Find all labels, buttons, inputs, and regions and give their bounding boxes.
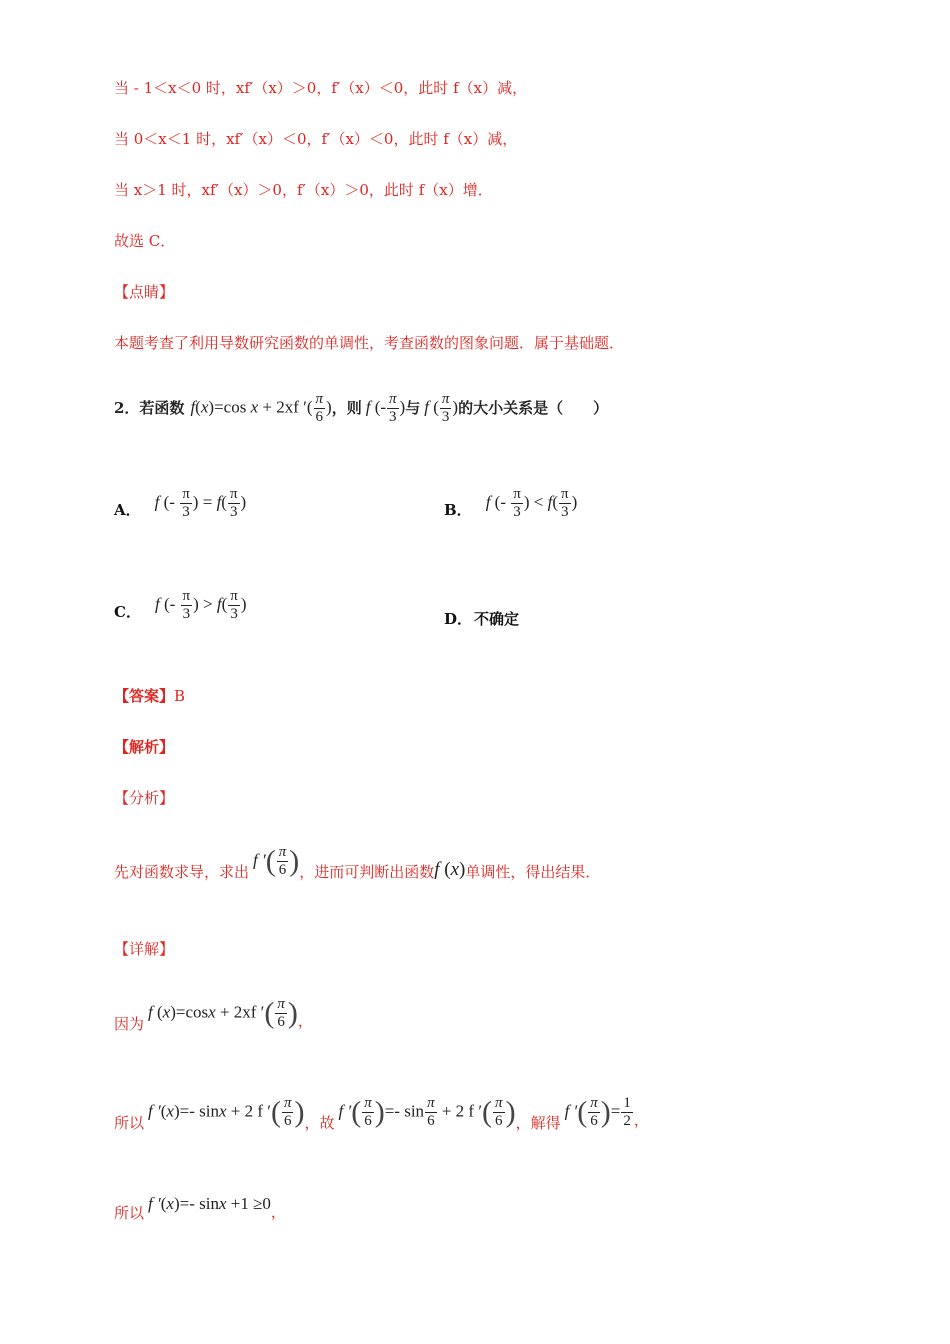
text-line-2: 当 0＜x＜1 时，xf′（x）＜0，f′（x）＜0，此时 f（x）减， — [114, 130, 518, 148]
answer-heading: 【答案】 — [114, 687, 175, 705]
option-c[interactable]: C． f (- $\frac{\pi}{3}$ ) > f( $\frac{\pi}{3}$ ) — [114, 588, 247, 622]
question-2 — [114, 388, 608, 428]
jiexi-heading: 【解析】 — [114, 738, 175, 756]
substitution-formula: f ′( $\frac{\pi}{6}$ )=- sin $\frac{\pi}{6}$ + 2 f ′( $\frac{\pi}{6}$ ) — [338, 1094, 516, 1129]
question-tail: 的大小关系是（ ） — [458, 399, 609, 417]
text-line-3: 当 x＞1 时，xf′（x）＞0，f′（x）＞0，此时 f（x）增． — [114, 181, 493, 199]
question-formula: f(x)=cos x + 2xf ′( $\frac{\pi}{6}$ ) — [190, 390, 332, 425]
xiangjie-line-3: 所以 f ′(x)=- sinx +1 ≥0 ， — [114, 1194, 286, 1222]
option-b[interactable]: B． f (- $\frac{\pi}{3}$ ) < f( $\frac{\pi}{3}$ ) — [444, 486, 578, 520]
option-d[interactable]: D． 不确定 — [444, 610, 520, 628]
final-formula: f ′(x)=- sinx +1 ≥0 — [148, 1194, 271, 1213]
answer-value: B — [174, 687, 186, 705]
question-and: 与 — [405, 399, 421, 417]
xiangjie-heading: 【详解】 — [114, 940, 175, 958]
option-a[interactable]: A． f (- $\frac{\pi}{3}$ ) = f( $\frac{\pi}{3}$ ) — [114, 486, 247, 520]
derivative-formula: f ′(x)=- sinx + 2 f ′( $\frac{\pi}{6}$ ) — [148, 1094, 305, 1129]
xiangjie-line-1: 因为 f (x)=cosx + 2xf ′( $\frac{\pi}{6}$ ) ， — [114, 995, 313, 1033]
option-c-formula: f (- $\frac{\pi}{3}$ ) > f( $\frac{\pi}{3}$ ) — [154, 588, 247, 622]
result-formula: f ′( $\frac{\pi}{6}$ )= $\frac{1}{2}$ — [564, 1094, 631, 1129]
dianjing-body: 本题考查了利用导数研究函数的单调性，考查函数的图象问题．属于基础题． — [114, 334, 625, 352]
fenxi-heading: 【分析】 — [114, 789, 175, 807]
yinwei-formula: f (x)=cosx + 2xf ′( $\frac{\pi}{6}$ ) — [148, 995, 298, 1030]
dianjing-heading: 【点睛】 — [114, 283, 175, 301]
option-a-formula: f (- $\frac{\pi}{3}$ ) = f( $\frac{\pi}{3}$ ) — [154, 486, 247, 520]
question-number: 2．若函数 — [114, 399, 185, 417]
question-term-1: f (- $\frac{\pi}{3}$ ) — [365, 390, 406, 425]
option-d-text: 不确定 — [474, 610, 520, 628]
option-b-formula: f (- $\frac{\pi}{3}$ ) < f( $\frac{\pi}{3}$ ) — [485, 486, 578, 520]
fenxi-formula-1: f ′( $\frac{\pi}{6}$ ) — [253, 843, 300, 878]
text-line-4: 故选 C． — [114, 232, 176, 250]
fenxi-formula-2: f (x) — [434, 859, 466, 880]
question-then: ，则 — [331, 399, 362, 417]
text-line-1: 当 - 1＜x＜0 时，xf′（x）＞0，f′（x）＜0，此时 f（x）减， — [114, 79, 528, 97]
fenxi-body: 先对函数求导，求出 f ′( $\frac{\pi}{6}$ ) ，进而可判断出函数 f (x) 单调性，得出结果． — [114, 843, 601, 881]
answer-line — [114, 686, 185, 706]
question-term-2: f ( $\frac{\pi}{3}$ ) — [424, 390, 459, 425]
xiangjie-line-2: 所以 f ′(x)=- sinx + 2 f ′( $\frac{\pi}{6}$ ) ，故 f ′( $\frac{\pi}{6}$ )=- sin $\frac{\pi}{6}$ + 2 f ′( $\frac{\pi}{6}$ ) ，解得 f ′( $\frac{\pi}{6}$ )= $\frac{1}{2}$ ， — [114, 1094, 649, 1132]
